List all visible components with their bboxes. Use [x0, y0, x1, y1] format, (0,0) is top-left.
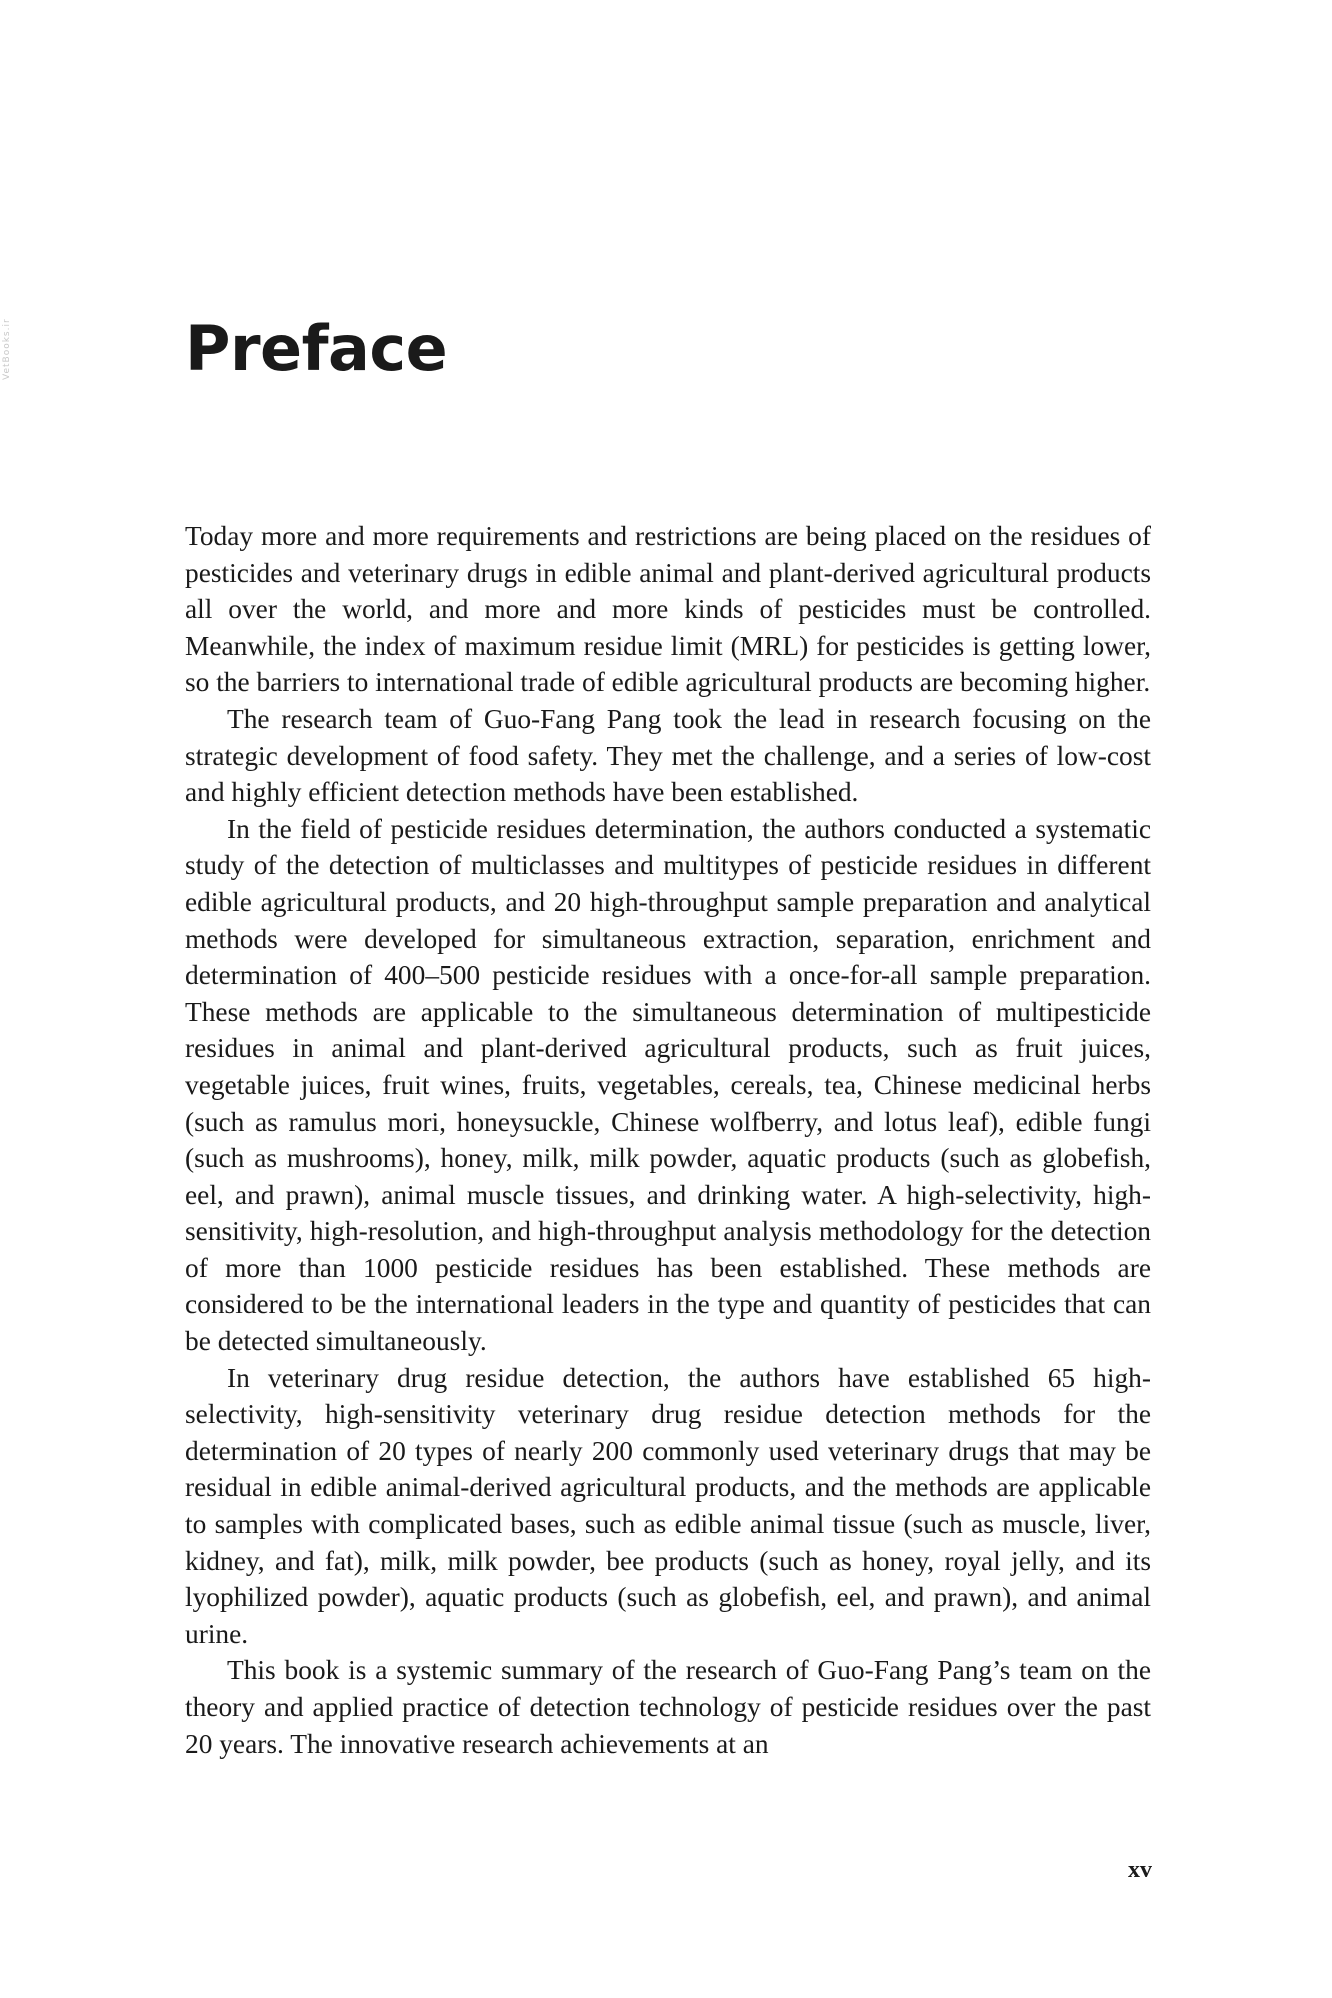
- paragraph: In the field of pesticide residues determination, the authors conducted a systematic study of the detection of multiclasses and multitypes of pesticide residues in different edible agricultural products, and 20 high-throughput sample preparation and analytical methods were developed for simultaneous extraction, separation, enrichment and determination of 400–500 pesticide residues with a once-for-all sample preparation. These methods are applicable to the simultaneous determination of multipesticide residues in animal and plant-derived agricultural products, such as fruit juices, vegetable juices, fruit wines, fruits, vegetables, cereals, tea, Chinese medicinal herbs (such as ramulus mori, honeysuckle, Chinese wolfberry, and lotus leaf), edible fungi (such as mushrooms), honey, milk, milk powder, aquatic products (such as globefish, eel, and prawn), animal muscle tissues, and drinking water. A high-selectivity, high-sensitivity, high-resolution, and high-throughput analysis methodology for the detection of more than 1000 pesticide residues has been established. These methods are considered to be the international leaders in the type and quantity of pesticides that can be detected simultaneously.: [185, 813, 1151, 1357]
- page-number: xv: [1128, 1857, 1152, 1883]
- paragraph: In veterinary drug residue detection, the authors have established 65 high-selectivity, high-sensitivity veterinary drug residue detection methods for the determination of 20 types of nearly 200 commonly used veterinary drugs that may be residual in edible animal-derived agricultural products, and the methods are applicable to samples with complicated bases, such as edible animal tissue (such as muscle, liver, kidney, and fat), milk, milk powder, bee products (such as honey, royal jelly, and its lyophilized powder), aquatic products (such as globefish, eel, and prawn), and animal urine.: [185, 1362, 1151, 1649]
- page-title: Preface: [185, 312, 448, 385]
- paragraph: Today more and more requirements and restrictions are being placed on the residues of pesticides and veterinary drugs in edible animal and plant-derived agricultural products all over the world, and more and more kinds of pesticides must be controlled. Meanwhile, the index of maximum residue limit (MRL) for pesticides is getting lower, so the barriers to international trade of edible agricultural products are becoming higher.: [185, 521, 1151, 698]
- paragraph: This book is a systemic summary of the research of Guo-Fang Pang’s team on the theory and applied practice of detection technology of pesticide residues over the past 20 years. The innovative research achievements at an: [185, 1655, 1151, 1759]
- paragraph: The research team of Guo-Fang Pang took the lead in research focusing on the strategic development of food safety. They met the challenge, and a series of low-cost and highly efficient detection methods have been established.: [185, 703, 1151, 808]
- watermark: VetBooks.ir: [2, 318, 12, 380]
- preface-body: [185, 518, 1151, 1762]
